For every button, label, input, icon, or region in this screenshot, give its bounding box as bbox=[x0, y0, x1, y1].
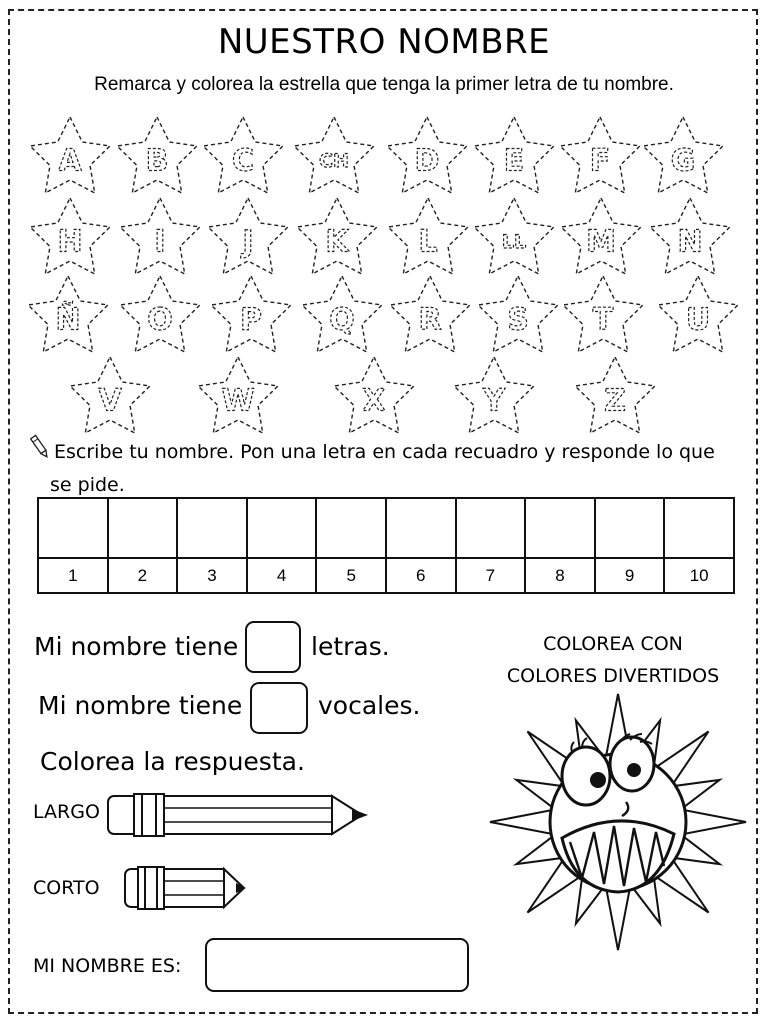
star-letter: R bbox=[418, 302, 442, 338]
color-answer-instruction: Colorea la respuesta. bbox=[40, 747, 305, 776]
star-letter: M bbox=[586, 224, 616, 260]
star-letter: C bbox=[231, 143, 255, 179]
letter-box[interactable] bbox=[38, 498, 108, 558]
name-letter-grid bbox=[37, 497, 735, 594]
letter-star[interactable] bbox=[334, 357, 414, 433]
letter-star[interactable] bbox=[478, 276, 558, 352]
letter-box[interactable] bbox=[664, 498, 734, 558]
letter-star[interactable] bbox=[208, 198, 288, 274]
box-number: 10 bbox=[664, 558, 734, 593]
letter-star[interactable] bbox=[120, 198, 200, 274]
letter-star[interactable] bbox=[294, 117, 374, 193]
letter-star[interactable] bbox=[120, 276, 200, 352]
star-letter: H bbox=[57, 224, 83, 260]
letter-star[interactable] bbox=[658, 276, 738, 352]
letter-star[interactable] bbox=[203, 117, 283, 193]
box-number: 1 bbox=[38, 558, 108, 593]
short-pencil-label: CORTO bbox=[33, 877, 100, 899]
star-letter: E bbox=[503, 143, 525, 179]
name-label: MI NOMBRE ES: bbox=[33, 955, 182, 977]
letter-star[interactable] bbox=[387, 117, 467, 193]
letter-box[interactable] bbox=[247, 498, 317, 558]
star-instruction: Remarca y colorea la estrella que tenga la primer letra de tu nombre. bbox=[94, 74, 674, 95]
vowels-count-box[interactable] bbox=[250, 682, 308, 734]
letter-star[interactable] bbox=[297, 198, 377, 274]
star-letter: I bbox=[154, 224, 166, 260]
letter-box[interactable] bbox=[177, 498, 247, 558]
star-letter: O bbox=[147, 302, 173, 338]
instruction-line-2: se pide. bbox=[50, 474, 125, 496]
box-number: 5 bbox=[316, 558, 386, 593]
letter-star[interactable] bbox=[390, 276, 470, 352]
sun-caption-line-1: COLOREA CON bbox=[543, 633, 683, 655]
star-letter: K bbox=[325, 224, 349, 260]
letter-star[interactable] bbox=[211, 276, 291, 352]
letter-star[interactable] bbox=[198, 357, 278, 433]
star-letter: Z bbox=[604, 383, 626, 419]
short-pencil-icon[interactable] bbox=[125, 867, 246, 909]
star-letter: D bbox=[414, 143, 440, 179]
star-letter: N bbox=[677, 224, 703, 260]
box-number: 4 bbox=[247, 558, 317, 593]
vowels-count-prefix: Mi nombre tiene bbox=[38, 691, 243, 720]
star-letter: L bbox=[418, 224, 438, 260]
letter-star[interactable] bbox=[563, 276, 643, 352]
star-letter: T bbox=[592, 302, 614, 338]
letters-count-prefix: Mi nombre tiene bbox=[34, 632, 239, 661]
star-letter: B bbox=[145, 143, 169, 179]
letter-star[interactable] bbox=[474, 117, 554, 193]
star-letter: V bbox=[98, 383, 122, 419]
letter-star[interactable] bbox=[302, 276, 382, 352]
letter-star[interactable] bbox=[70, 357, 150, 433]
letter-box[interactable] bbox=[525, 498, 595, 558]
star-letter: P bbox=[240, 302, 262, 338]
letters-count-box[interactable] bbox=[245, 621, 301, 673]
long-pencil-icon[interactable] bbox=[108, 794, 368, 836]
instruction-line-1: Escribe tu nombre. Pon una letra en cada recuadro y responde lo que bbox=[54, 441, 715, 463]
box-number: 3 bbox=[177, 558, 247, 593]
letter-star[interactable] bbox=[560, 117, 640, 193]
letter-star[interactable] bbox=[30, 117, 110, 193]
star-letter: Y bbox=[483, 383, 505, 419]
sun-caption-line-2: COLORES DIVERTIDOS bbox=[506, 665, 720, 687]
letter-star[interactable] bbox=[454, 357, 534, 433]
letter-box[interactable] bbox=[316, 498, 386, 558]
star-letter: W bbox=[221, 383, 255, 419]
letter-box[interactable] bbox=[386, 498, 456, 558]
box-number: 2 bbox=[108, 558, 178, 593]
letter-star[interactable] bbox=[643, 117, 723, 193]
star-letter: Ñ bbox=[55, 302, 81, 338]
star-letter: J bbox=[242, 224, 254, 260]
letter-box[interactable] bbox=[456, 498, 526, 558]
sun-caption bbox=[488, 628, 738, 692]
letter-star[interactable] bbox=[117, 117, 197, 193]
letter-box[interactable] bbox=[108, 498, 178, 558]
star-letter: U bbox=[685, 302, 711, 338]
page-title: NUESTRO NOMBRE bbox=[217, 22, 551, 62]
box-number-row bbox=[38, 558, 734, 593]
letter-star[interactable] bbox=[474, 198, 554, 274]
star-letter: X bbox=[362, 383, 386, 419]
letter-box[interactable] bbox=[595, 498, 665, 558]
name-input-box[interactable] bbox=[205, 938, 469, 992]
box-number: 7 bbox=[456, 558, 526, 593]
vowels-count-suffix: vocales. bbox=[318, 691, 421, 720]
star-letter: G bbox=[670, 143, 696, 179]
letters-count-suffix: letras. bbox=[311, 632, 390, 661]
letter-star[interactable] bbox=[650, 198, 730, 274]
letter-star[interactable] bbox=[561, 198, 641, 274]
star-letter: F bbox=[589, 143, 611, 179]
letter-star[interactable] bbox=[30, 198, 110, 274]
star-letter: CH bbox=[319, 150, 349, 172]
star-letter: A bbox=[58, 143, 82, 179]
letter-star[interactable] bbox=[575, 357, 655, 433]
box-number: 9 bbox=[595, 558, 665, 593]
box-number: 6 bbox=[386, 558, 456, 593]
pencil-icon bbox=[30, 433, 50, 461]
letter-box-row bbox=[38, 498, 734, 558]
star-letter: Q bbox=[329, 302, 355, 338]
letter-star[interactable] bbox=[388, 198, 468, 274]
long-pencil-label: LARGO bbox=[33, 801, 100, 823]
box-number: 8 bbox=[525, 558, 595, 593]
star-letter: LL bbox=[501, 231, 527, 253]
sun-character-illustration bbox=[490, 694, 746, 950]
name-writing-instruction bbox=[50, 432, 744, 498]
alphabet-stars bbox=[0, 0, 768, 440]
star-letter: S bbox=[507, 302, 529, 338]
letter-star[interactable] bbox=[28, 276, 108, 352]
